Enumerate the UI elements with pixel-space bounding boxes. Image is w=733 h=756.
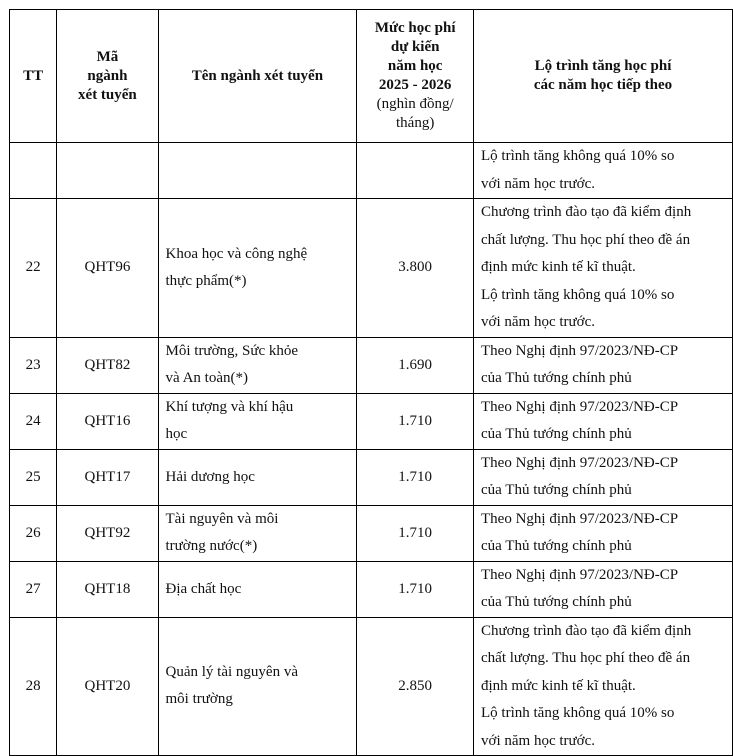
cell-tt: 27 bbox=[10, 561, 57, 617]
cell-fee: 1.710 bbox=[357, 505, 474, 561]
cell-tt: 25 bbox=[10, 449, 57, 505]
cell-name-line: Quản lý tài nguyên và bbox=[165, 664, 298, 681]
cell-note-line: định mức kinh tế kĩ thuật. bbox=[481, 259, 636, 275]
cell-note-line: định mức kinh tế kĩ thuật. bbox=[481, 677, 636, 694]
cell-note-line: Theo Nghị định 97/2023/NĐ-CP bbox=[481, 510, 679, 527]
cell-fee bbox=[357, 143, 474, 199]
cell-name bbox=[158, 617, 357, 756]
cell-code: QHT18 bbox=[57, 561, 158, 617]
table-row bbox=[10, 337, 733, 393]
header-fee-line: (nghìn đồng/ bbox=[376, 96, 454, 112]
cell-code: QHT82 bbox=[57, 337, 158, 393]
cell-note-line: của Thủ tướng chính phủ bbox=[481, 426, 632, 442]
cell-note-line: Lộ trình tăng không quá 10% so bbox=[481, 148, 675, 164]
cell-name bbox=[158, 143, 357, 199]
header-tt: TT bbox=[10, 10, 57, 143]
cell-code: QHT92 bbox=[57, 505, 158, 561]
cell-name bbox=[158, 449, 357, 505]
cell-name bbox=[158, 561, 357, 617]
cell-fee: 2.850 bbox=[357, 617, 474, 756]
cell-fee: 1.710 bbox=[357, 393, 474, 449]
cell-note bbox=[474, 393, 733, 449]
cell-tt: 24 bbox=[10, 393, 57, 449]
cell-name bbox=[158, 337, 357, 393]
tuition-table-container bbox=[9, 9, 733, 756]
cell-fee: 1.710 bbox=[357, 561, 474, 617]
cell-tt bbox=[10, 143, 57, 199]
cell-note bbox=[474, 143, 733, 199]
cell-note-line: Lộ trình tăng không quá 10% so bbox=[481, 705, 675, 721]
cell-note-line: với năm học trước. bbox=[481, 314, 595, 330]
cell-note bbox=[474, 199, 733, 338]
header-fee-line: 2025 - 2026 bbox=[378, 77, 452, 93]
cell-note bbox=[474, 561, 733, 617]
cell-tt: 28 bbox=[10, 617, 57, 756]
cell-note-line: Theo Nghị định 97/2023/NĐ-CP bbox=[481, 566, 679, 583]
table-row bbox=[10, 393, 733, 449]
cell-tt: 26 bbox=[10, 505, 57, 561]
cell-name-line: Tài nguyên và môi bbox=[165, 511, 279, 527]
cell-name-line: Khoa học và công nghệ bbox=[165, 245, 308, 262]
header-fee-line: tháng) bbox=[396, 115, 435, 131]
cell-note-line: Chương trình đào tạo đã kiểm định bbox=[481, 204, 692, 220]
cell-tt: 23 bbox=[10, 337, 57, 393]
cell-note-line: của Thủ tướng chính phủ bbox=[481, 594, 632, 610]
cell-note-line: Theo Nghị định 97/2023/NĐ-CP bbox=[481, 454, 679, 471]
table-row bbox=[10, 199, 733, 338]
cell-note-line: với năm học trước. bbox=[481, 732, 595, 749]
table-row bbox=[10, 449, 733, 505]
header-note-line: Lộ trình tăng học phí bbox=[534, 58, 672, 74]
cell-fee: 1.690 bbox=[357, 337, 474, 393]
header-fee-line: dự kiến bbox=[390, 39, 440, 55]
cell-code: QHT17 bbox=[57, 449, 158, 505]
cell-tt: 22 bbox=[10, 199, 57, 338]
cell-name bbox=[158, 393, 357, 449]
header-note bbox=[474, 10, 733, 143]
cell-name-line: thực phẩm(*) bbox=[165, 272, 247, 289]
cell-name-line: và An toàn(*) bbox=[165, 370, 248, 386]
cell-name bbox=[158, 505, 357, 561]
table-row bbox=[10, 617, 733, 756]
table-header-row bbox=[10, 10, 733, 143]
cell-name-line: trường nước(*) bbox=[165, 538, 258, 554]
cell-name-line: học bbox=[165, 426, 188, 442]
cell-name-line: Khí tượng và khí hậu bbox=[165, 399, 294, 415]
cell-note-line: với năm học trước. bbox=[481, 175, 595, 192]
cell-code: QHT20 bbox=[57, 617, 158, 756]
cell-name-line: môi trường bbox=[165, 691, 233, 708]
cell-name-line: Địa chất học bbox=[165, 580, 242, 597]
cell-name bbox=[158, 199, 357, 338]
cell-fee: 3.800 bbox=[357, 199, 474, 338]
cell-note bbox=[474, 505, 733, 561]
tuition-table bbox=[9, 9, 733, 756]
cell-code: QHT96 bbox=[57, 199, 158, 338]
cell-note bbox=[474, 617, 733, 756]
cell-note-line: Lộ trình tăng không quá 10% so bbox=[481, 286, 675, 303]
header-fee-line: Mức học phí bbox=[374, 20, 456, 36]
header-code-line: xét tuyển bbox=[78, 86, 137, 103]
cell-code bbox=[57, 143, 158, 199]
cell-note bbox=[474, 337, 733, 393]
cell-name-line: Hải dương học bbox=[165, 468, 255, 485]
header-name: Tên ngành xét tuyển bbox=[158, 10, 357, 143]
cell-note-line: của Thủ tướng chính phủ bbox=[481, 370, 632, 386]
header-note-line: các năm học tiếp theo bbox=[533, 77, 673, 93]
cell-name-line: Môi trường, Sức khỏe bbox=[165, 343, 299, 359]
header-fee bbox=[357, 10, 474, 143]
cell-note-line: Theo Nghị định 97/2023/NĐ-CP bbox=[481, 398, 679, 415]
cell-code: QHT16 bbox=[57, 393, 158, 449]
header-code-line: ngành bbox=[87, 67, 128, 84]
cell-note-line: Chương trình đào tạo đã kiểm định bbox=[481, 622, 692, 639]
cell-fee: 1.710 bbox=[357, 449, 474, 505]
cell-note-line: của Thủ tướng chính phủ bbox=[481, 538, 632, 554]
cell-note-line: Theo Nghị định 97/2023/NĐ-CP bbox=[481, 342, 679, 359]
table-row bbox=[10, 505, 733, 561]
cell-note-line: chất lượng. Thu học phí theo đề án bbox=[481, 231, 691, 248]
header-code-line: Mã bbox=[96, 48, 119, 65]
cell-note-line: chất lượng. Thu học phí theo đề án bbox=[481, 650, 691, 666]
header-code bbox=[57, 10, 158, 143]
cell-note-line: của Thủ tướng chính phủ bbox=[481, 482, 632, 498]
table-row bbox=[10, 561, 733, 617]
header-fee-line: năm học bbox=[387, 58, 443, 74]
cell-note bbox=[474, 449, 733, 505]
table-row bbox=[10, 143, 733, 199]
